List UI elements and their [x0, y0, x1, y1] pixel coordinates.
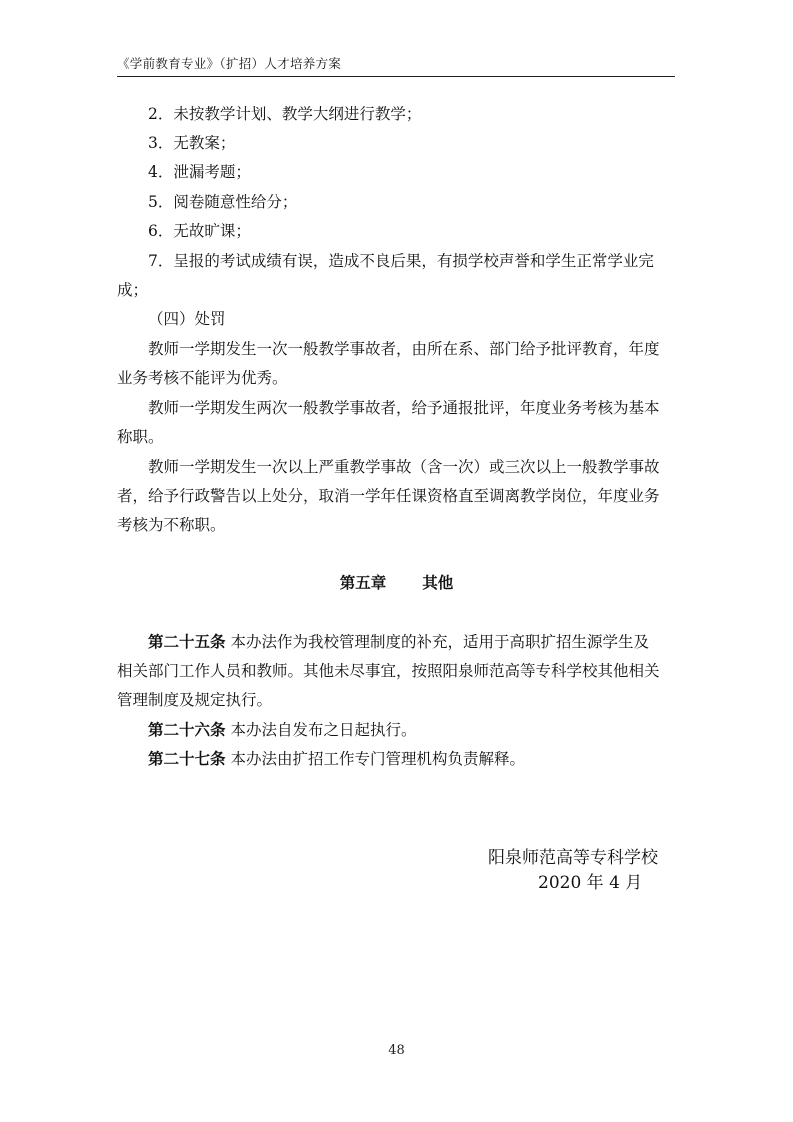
article-label: 第二十六条 — [148, 721, 226, 739]
article-26 — [148, 720, 416, 740]
signature-institution: 阳泉师范高等专科学校 — [488, 848, 658, 868]
article-label: 第二十五条 — [148, 633, 226, 651]
article-text: 本办法由扩招工作专门管理机构负责解释。 — [230, 750, 525, 768]
list-item-continuation: 成； — [117, 281, 149, 299]
section-heading: （四）处罚 — [148, 310, 226, 328]
article-label: 第二十七条 — [148, 750, 226, 768]
page-number: 48 — [388, 1043, 405, 1058]
chapter-title: 其他 — [422, 574, 454, 592]
page-header — [117, 52, 675, 77]
article-27 — [148, 749, 525, 769]
list-item: 5．阅卷随意性给分； — [148, 193, 298, 211]
article-25 — [148, 632, 649, 652]
paragraph-line: 相关部门工作人员和教师。其他未尽事宜，按照阳泉师范高等专科学校其他相关 — [117, 662, 660, 680]
list-item: 6．无故旷课； — [148, 222, 251, 240]
paragraph-line: 业务考核不能评为优秀。 — [117, 369, 288, 387]
chapter-heading — [0, 572, 793, 594]
signature-date: 2020 年 4 月 — [538, 873, 643, 893]
paragraph-line: 教师一学期发生一次一般教学事故者，由所在系、部门给予批评教育，年度 — [148, 340, 660, 358]
paragraph-line: 教师一学期发生一次以上严重教学事故（含一次）或三次以上一般教学事故 — [148, 458, 660, 476]
list-item: 4．泄漏考题； — [148, 163, 251, 181]
list-item: 7．呈报的考试成绩有误，造成不良后果，有损学校声誉和学生正常学业完 — [148, 252, 654, 270]
paragraph-line: 称职。 — [117, 428, 164, 446]
header-title: 《学前教育专业》（扩招）人才培养方案 — [117, 56, 342, 71]
paragraph-line: 管理制度及规定执行。 — [117, 691, 273, 709]
paragraph-line: 者，给予行政警告以上处分，取消一学年任课资格直至调离教学岗位，年度业务 — [117, 487, 660, 505]
list-item: 2．未按教学计划、教学大纲进行教学； — [148, 105, 422, 123]
list-item: 3．无教案； — [148, 134, 236, 152]
paragraph-line: 考核为不称职。 — [117, 516, 226, 534]
paragraph-line: 教师一学期发生两次一般教学事故者，给予通报批评，年度业务考核为基本 — [148, 399, 660, 417]
article-text: 本办法自发布之日起执行。 — [230, 721, 417, 739]
article-text: 本办法作为我校管理制度的补充，适用于高职扩招生源学生及 — [230, 633, 649, 651]
chapter-number: 第五章 — [339, 574, 387, 592]
